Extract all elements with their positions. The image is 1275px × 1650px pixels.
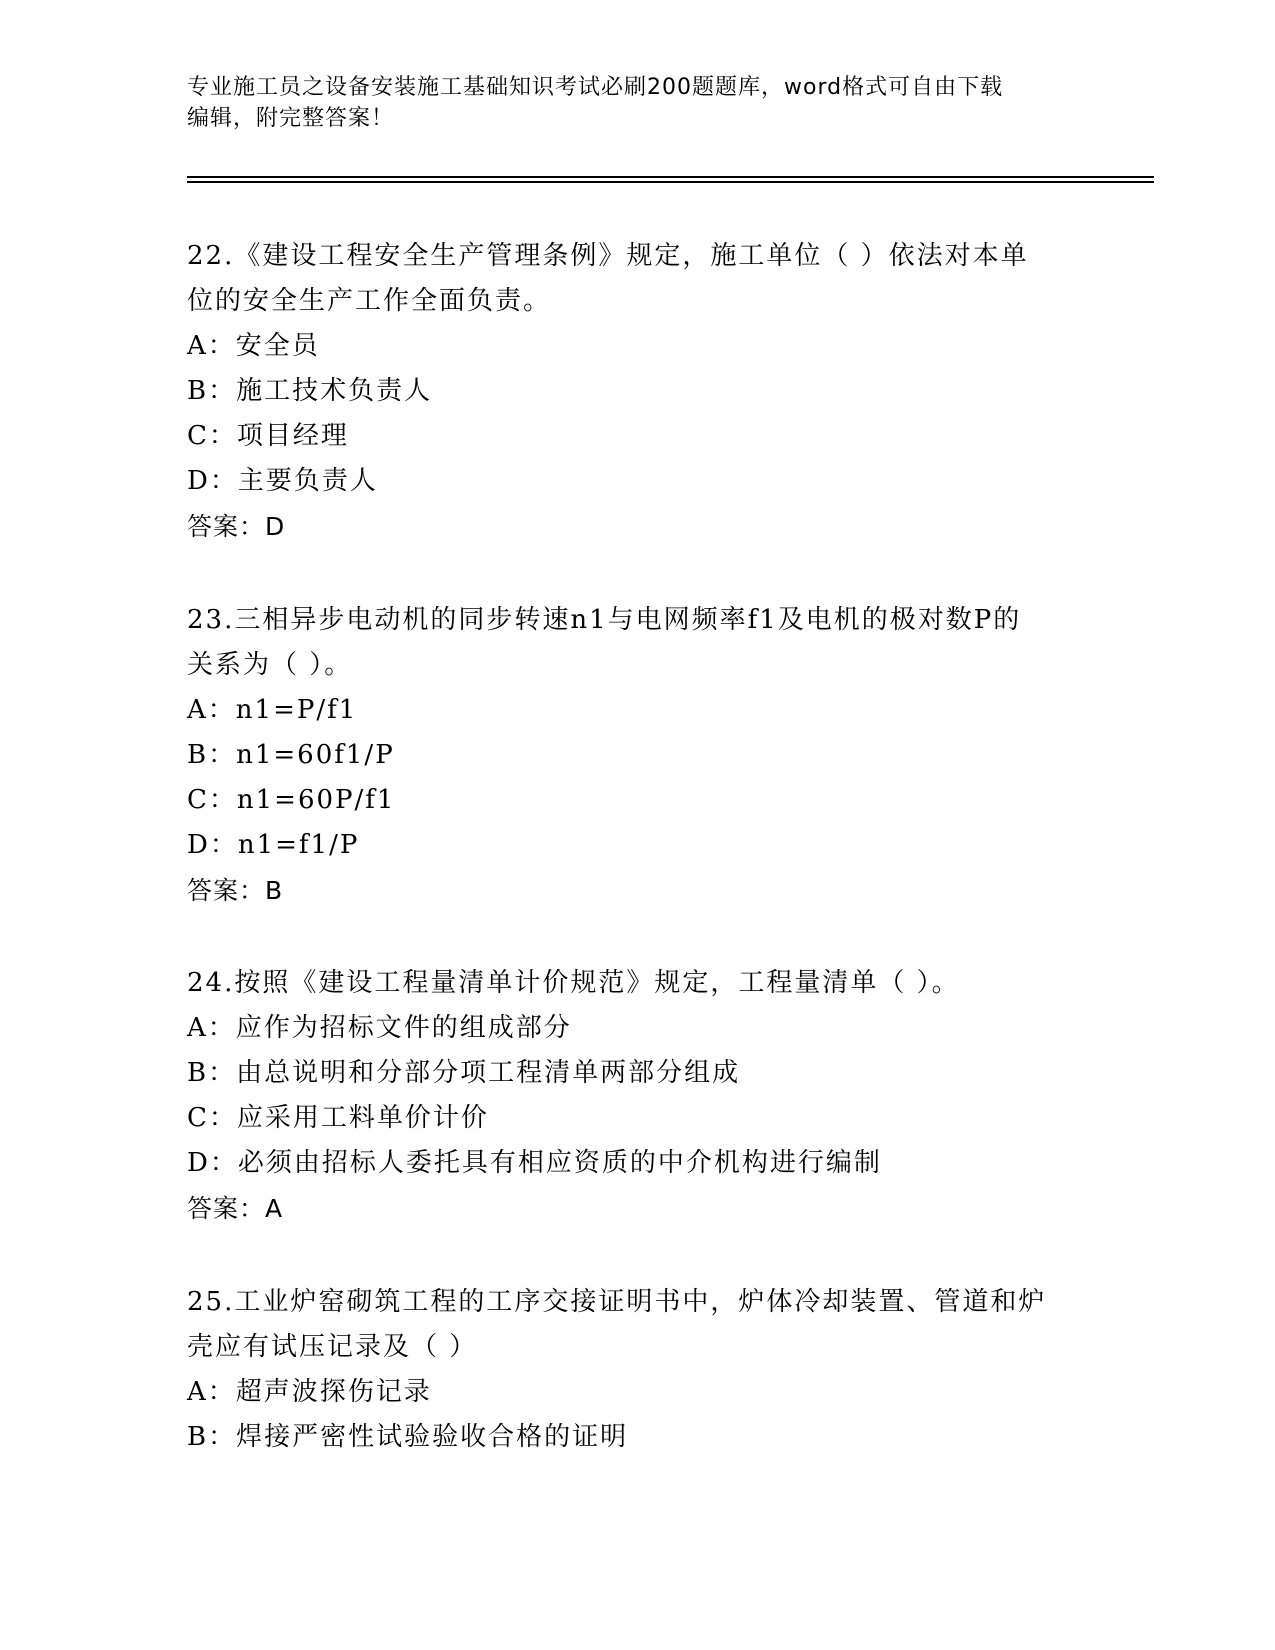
option-b: B：由总说明和分部分项工程清单两部分组成 — [187, 1058, 741, 1088]
option-d: D：主要负责人 — [187, 466, 378, 496]
option-a: A：安全员 — [187, 331, 320, 361]
question-stem-line: 关系为（ ）。 — [187, 650, 353, 680]
option-a: A：超声波探伤记录 — [187, 1377, 432, 1407]
question-stem-line: 24.按照《建设工程量清单计价规范》规定，工程量清单（ ）。 — [187, 968, 960, 998]
option-c: C：n1=60P/f1 — [187, 785, 396, 815]
option-b: B：n1=60f1/P — [187, 740, 395, 770]
option-c: C：应采用工料单价计价 — [187, 1103, 489, 1133]
question-25 — [187, 1280, 1087, 1460]
header-line-1: 专业施工员之设备安装施工基础知识考试必刷200题题库，word格式可自由下载 — [187, 75, 1004, 100]
question-stem-line: 壳应有试压记录及（ ） — [187, 1332, 478, 1362]
question-stem-line: 位的安全生产工作全面负责。 — [187, 286, 552, 316]
option-c: C：项目经理 — [187, 421, 349, 451]
header-divider-top — [187, 176, 1154, 178]
answer-line: 答案：A — [187, 1194, 284, 1223]
document-header — [187, 72, 1067, 134]
option-a: A：n1=P/f1 — [187, 695, 358, 725]
option-a: A：应作为招标文件的组成部分 — [187, 1013, 572, 1043]
answer-line: 答案：D — [187, 512, 286, 541]
question-22 — [187, 234, 1087, 549]
question-stem-line: 22.《建设工程安全生产管理条例》规定，施工单位（ ）依法对本单 — [187, 241, 1029, 271]
header-line-2: 编辑，附完整答案！ — [187, 106, 395, 131]
option-b: B：施工技术负责人 — [187, 376, 433, 406]
option-d: D：必须由招标人委托具有相应资质的中介机构进行编制 — [187, 1148, 882, 1178]
question-stem-line: 25.工业炉窑砌筑工程的工序交接证明书中，炉体冷却装置、管道和炉 — [187, 1287, 1047, 1317]
question-24 — [187, 961, 1087, 1231]
answer-line: 答案：B — [187, 876, 284, 905]
option-d: D：n1=f1/P — [187, 830, 360, 860]
question-stem-line: 23.三相异步电动机的同步转速n1与电网频率f1及电机的极对数P的 — [187, 605, 1022, 635]
option-b: B：焊接严密性试验验收合格的证明 — [187, 1422, 629, 1452]
header-divider-bottom — [187, 181, 1154, 183]
question-23 — [187, 598, 1087, 913]
